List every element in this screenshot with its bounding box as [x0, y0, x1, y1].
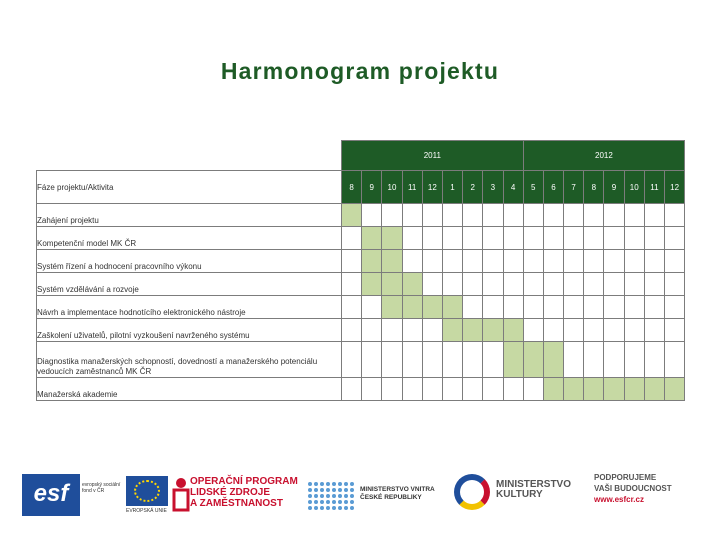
- gantt-empty-cell: [503, 204, 523, 227]
- table-row: [37, 319, 685, 342]
- gantt-empty-cell: [604, 227, 624, 250]
- gantt-bar-cell: [442, 319, 462, 342]
- column-header-phase: Fáze projektu/Aktivita: [37, 171, 342, 204]
- gantt-bar-cell: [442, 296, 462, 319]
- month-header: 9: [362, 171, 382, 204]
- gantt-bar-cell: [523, 342, 543, 378]
- gantt-empty-cell: [483, 204, 503, 227]
- gantt-empty-cell: [442, 378, 462, 401]
- table-row: [37, 378, 685, 401]
- gantt-bar-cell: [362, 250, 382, 273]
- gantt-empty-cell: [604, 273, 624, 296]
- gantt-bar-cell: [543, 378, 563, 401]
- gantt-empty-cell: [543, 319, 563, 342]
- gantt-bar-cell: [624, 378, 644, 401]
- table-row: [37, 273, 685, 296]
- gantt-bar-cell: [382, 296, 402, 319]
- gantt-empty-cell: [644, 296, 664, 319]
- gantt-empty-cell: [584, 319, 604, 342]
- gantt-empty-cell: [422, 250, 442, 273]
- task-label: Systém řízení a hodnocení pracovního výkonu: [37, 250, 342, 273]
- gantt-empty-cell: [584, 273, 604, 296]
- gantt-empty-cell: [422, 273, 442, 296]
- gantt-empty-cell: [604, 296, 624, 319]
- gantt-empty-cell: [523, 319, 543, 342]
- task-label: Zaškolení uživatelů, pilotní vyzkoušení navrženého systému: [37, 319, 342, 342]
- gantt-empty-cell: [422, 378, 442, 401]
- table-row: [37, 204, 685, 227]
- gantt-bar-cell: [382, 227, 402, 250]
- month-header: 12: [665, 171, 685, 204]
- gantt-bar-cell: [665, 378, 685, 401]
- gantt-empty-cell: [483, 227, 503, 250]
- gantt-empty-cell: [543, 273, 563, 296]
- gantt-bar-cell: [342, 204, 362, 227]
- gantt-empty-cell: [382, 378, 402, 401]
- gantt-empty-cell: [342, 227, 362, 250]
- gantt-empty-cell: [584, 250, 604, 273]
- gantt-bar-cell: [422, 296, 442, 319]
- gantt-empty-cell: [442, 250, 462, 273]
- gantt-bar-cell: [483, 319, 503, 342]
- gantt-empty-cell: [402, 319, 422, 342]
- gantt-empty-cell: [523, 227, 543, 250]
- gantt-empty-cell: [665, 342, 685, 378]
- table-row: [37, 227, 685, 250]
- gantt-empty-cell: [665, 227, 685, 250]
- gantt-bar-cell: [362, 273, 382, 296]
- gantt-empty-cell: [523, 273, 543, 296]
- gantt-empty-cell: [523, 250, 543, 273]
- gantt-empty-cell: [362, 342, 382, 378]
- month-header: 8: [584, 171, 604, 204]
- month-header: 6: [543, 171, 563, 204]
- gantt-empty-cell: [665, 319, 685, 342]
- gantt-empty-cell: [382, 204, 402, 227]
- month-header: 2: [463, 171, 483, 204]
- gantt-empty-cell: [362, 319, 382, 342]
- gantt-empty-cell: [362, 378, 382, 401]
- gantt-empty-cell: [543, 204, 563, 227]
- gantt-empty-cell: [342, 342, 362, 378]
- task-label: Zahájení projektu: [37, 204, 342, 227]
- table-row: [37, 296, 685, 319]
- gantt-bar-cell: [382, 273, 402, 296]
- gantt-empty-cell: [665, 273, 685, 296]
- mk-logo-text: MINISTERSTVO KULTURY: [496, 479, 572, 500]
- gantt-empty-cell: [463, 342, 483, 378]
- month-header: 3: [483, 171, 503, 204]
- gantt-empty-cell: [564, 319, 584, 342]
- gantt-empty-cell: [665, 250, 685, 273]
- gantt-empty-cell: [442, 204, 462, 227]
- gantt-empty-cell: [624, 273, 644, 296]
- gantt-empty-cell: [422, 204, 442, 227]
- gantt-empty-cell: [402, 227, 422, 250]
- gantt-table: [36, 140, 685, 401]
- gantt-empty-cell: [342, 250, 362, 273]
- gantt-empty-cell: [422, 342, 442, 378]
- gantt-empty-cell: [584, 342, 604, 378]
- gantt-empty-cell: [564, 342, 584, 378]
- gantt-empty-cell: [362, 296, 382, 319]
- gantt-empty-cell: [483, 250, 503, 273]
- gantt-empty-cell: [422, 319, 442, 342]
- month-header: 11: [402, 171, 422, 204]
- gantt-empty-cell: [604, 250, 624, 273]
- gantt-bar-cell: [584, 378, 604, 401]
- gantt-empty-cell: [644, 342, 664, 378]
- gantt-empty-cell: [543, 227, 563, 250]
- esf-subtitle: evropský sociální fond v ČR: [82, 482, 121, 494]
- gantt-bar-cell: [564, 378, 584, 401]
- gantt-empty-cell: [483, 296, 503, 319]
- gantt-empty-cell: [584, 204, 604, 227]
- gantt-empty-cell: [503, 378, 523, 401]
- gantt-empty-cell: [402, 342, 422, 378]
- gantt-empty-cell: [624, 319, 644, 342]
- gantt-empty-cell: [463, 227, 483, 250]
- table-row: [37, 342, 685, 378]
- gantt-empty-cell: [564, 250, 584, 273]
- gantt-bar-cell: [382, 250, 402, 273]
- gantt-empty-cell: [402, 378, 422, 401]
- month-header: 5: [523, 171, 543, 204]
- gantt-bar-cell: [362, 227, 382, 250]
- eu-subtitle: EVROPSKÁ UNIE: [126, 508, 167, 514]
- month-header: 9: [604, 171, 624, 204]
- gantt-empty-cell: [463, 378, 483, 401]
- oplzz-logo-text: OPERAČNÍ PROGRAM LIDSKÉ ZDROJE A ZAMĚSTNANOST: [190, 476, 298, 509]
- gantt-empty-cell: [604, 319, 624, 342]
- gantt-bar-cell: [503, 342, 523, 378]
- gantt-bar-cell: [604, 378, 624, 401]
- gantt-empty-cell: [584, 296, 604, 319]
- gantt-empty-cell: [503, 227, 523, 250]
- gantt-empty-cell: [543, 296, 563, 319]
- gantt-empty-cell: [564, 227, 584, 250]
- page-title: Harmonogram projektu: [220, 58, 500, 84]
- gantt-empty-cell: [442, 273, 462, 296]
- gantt-empty-cell: [503, 296, 523, 319]
- gantt-empty-cell: [463, 273, 483, 296]
- gantt-empty-cell: [604, 342, 624, 378]
- gantt-empty-cell: [483, 342, 503, 378]
- task-label: Kompetenční model MK ČR: [37, 227, 342, 250]
- task-label: Manažerská akademie: [37, 378, 342, 401]
- gantt-empty-cell: [342, 378, 362, 401]
- gantt-empty-cell: [382, 319, 402, 342]
- gantt-empty-cell: [584, 227, 604, 250]
- footer-logos: [18, 470, 698, 518]
- gantt-empty-cell: [463, 204, 483, 227]
- task-label: Systém vzdělávání a rozvoje: [37, 273, 342, 296]
- gantt-empty-cell: [644, 250, 664, 273]
- year-header-2012: 2012: [523, 141, 685, 171]
- year-header-2011: 2011: [342, 141, 524, 171]
- gantt-bar-cell: [644, 378, 664, 401]
- gantt-empty-cell: [442, 227, 462, 250]
- gantt-empty-cell: [442, 342, 462, 378]
- month-header: 11: [644, 171, 664, 204]
- gantt-empty-cell: [402, 204, 422, 227]
- gantt-empty-cell: [644, 204, 664, 227]
- gantt-empty-cell: [564, 204, 584, 227]
- month-header: 10: [624, 171, 644, 204]
- task-label: Návrh a implementace hodnotícího elektronického nástroje: [37, 296, 342, 319]
- gantt-empty-cell: [604, 204, 624, 227]
- gantt-empty-cell: [624, 342, 644, 378]
- gantt-empty-cell: [463, 250, 483, 273]
- gantt-empty-cell: [342, 273, 362, 296]
- gantt-empty-cell: [503, 250, 523, 273]
- month-header: 7: [564, 171, 584, 204]
- gantt-empty-cell: [644, 319, 664, 342]
- year-row-spacer: [37, 141, 342, 171]
- gantt-bar-cell: [543, 342, 563, 378]
- eu-flag-icon: [126, 476, 168, 506]
- month-header: 1: [442, 171, 462, 204]
- month-header: 10: [382, 171, 402, 204]
- gantt-empty-cell: [624, 204, 644, 227]
- gantt-empty-cell: [564, 296, 584, 319]
- gantt-empty-cell: [624, 250, 644, 273]
- mv-dots-icon: [304, 478, 366, 512]
- gantt-empty-cell: [665, 296, 685, 319]
- gantt-empty-cell: [503, 273, 523, 296]
- gantt-empty-cell: [523, 296, 543, 319]
- gantt-empty-cell: [644, 273, 664, 296]
- table-row: [37, 250, 685, 273]
- gantt-empty-cell: [382, 342, 402, 378]
- esf-logo: esf: [22, 474, 80, 516]
- gantt-empty-cell: [543, 250, 563, 273]
- gantt-empty-cell: [342, 296, 362, 319]
- gantt-empty-cell: [422, 227, 442, 250]
- gantt-empty-cell: [665, 204, 685, 227]
- pvb-logo-text: PODPORUJEME VAŠI BUDOUCNOST www.esfcr.cz: [594, 473, 672, 504]
- gantt-empty-cell: [483, 378, 503, 401]
- gantt-bar-cell: [402, 296, 422, 319]
- gantt-empty-cell: [624, 296, 644, 319]
- gantt-bar-cell: [463, 319, 483, 342]
- gantt-empty-cell: [483, 273, 503, 296]
- gantt-empty-cell: [523, 204, 543, 227]
- gantt-empty-cell: [644, 227, 664, 250]
- month-header: 12: [422, 171, 442, 204]
- mk-logo-icon: [454, 474, 490, 510]
- gantt-empty-cell: [523, 378, 543, 401]
- task-label: Diagnostika manažerských schopností, dovedností a manažerského potenciálu vedoucích zaměstnanců MK ČR: [37, 342, 342, 378]
- gantt-empty-cell: [402, 250, 422, 273]
- gantt-empty-cell: [624, 227, 644, 250]
- gantt-empty-cell: [564, 273, 584, 296]
- month-header: 4: [503, 171, 523, 204]
- gantt-empty-cell: [362, 204, 382, 227]
- gantt-empty-cell: [463, 296, 483, 319]
- gantt-bar-cell: [402, 273, 422, 296]
- gantt-bar-cell: [503, 319, 523, 342]
- month-header: 8: [342, 171, 362, 204]
- gantt-empty-cell: [342, 319, 362, 342]
- mv-logo-text: MINISTERSTVO VNITRA ČESKÉ REPUBLIKY: [360, 486, 435, 501]
